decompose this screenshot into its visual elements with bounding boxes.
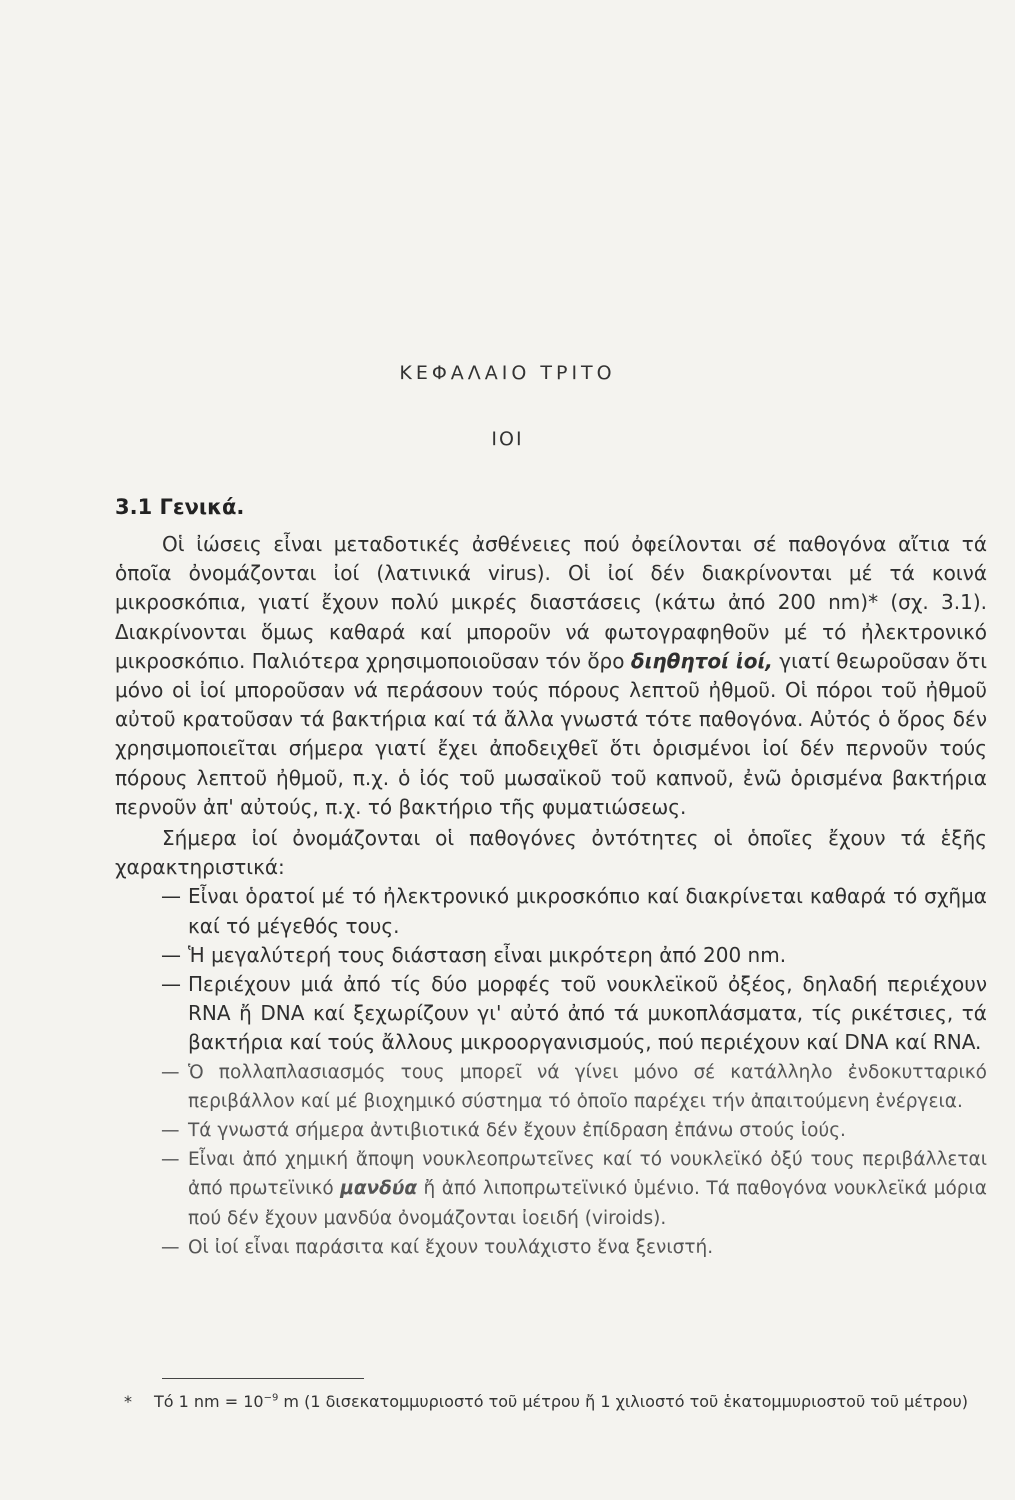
list-item-text: Εἶναι ὁρατοί μέ τό ἠλεκτρονικό μικροσκόπιο καί διακρίνεται καθαρά τό σχῆμα καί τό μέγεθός τους.: [188, 884, 987, 938]
list-item-text-cont: ἤ ἀπό λιποπρωτεϊνικό ὑμένιο. Τά παθογόνα νουκλεϊκά μόρια πού δέν ἔχουν μανδύα ὀνομάζονται ἰοειδή (viroids).: [188, 1178, 987, 1229]
list-item: [115, 882, 987, 940]
chapter-title: ΙΟΙ: [491, 428, 524, 450]
list-item-text: Οἱ ἰοί εἶναι παράσιτα καί ἔχουν τουλάχιστο ἕνα ξενιστή.: [188, 1236, 714, 1258]
list-item: [115, 941, 987, 970]
footnote-rule: [162, 1378, 364, 1379]
body-text: [115, 530, 987, 1262]
term-envelope: μανδύα: [340, 1178, 418, 1200]
chapter-label: ΚΕΦΑΛΑΙΟ ΤΡΙΤΟ: [399, 362, 616, 384]
list-item: [115, 970, 987, 1058]
dash-bullet: —: [161, 942, 181, 967]
term-filterable-viruses: διηθητοί ἰοί,: [630, 648, 773, 673]
list-item: [115, 1116, 987, 1145]
footnote-text-b: m (1 δισεκατομμυριοστό τοῦ μέτρου ἤ 1 χιλιοστό τοῦ ἑκατομμυριοστοῦ τοῦ μέτρου): [278, 1392, 968, 1411]
list-item-text: Εἶναι ἀπό χημική ἄποψη νουκλεοπρωτεῖνες καί τό νουκλεϊκό ὀξύ τους περιβάλλεται ἀπό πρωτεϊνικό: [188, 1149, 987, 1200]
footnote: [124, 1390, 994, 1414]
footnote-marker: *: [124, 1392, 132, 1411]
dash-bullet: —: [161, 1061, 180, 1083]
paragraph-1-rest: γιατί θεωροῦσαν ὅτι μόνο οἱ ἰοί μποροῦσαν νά περάσουν τούς πόρους λεπτοῦ ἠθμοῦ. Οἱ πόροι τοῦ ἠθμοῦ αὐτοῦ κρατοῦσαν τά βακτήρια καί τά ἄλλα γνωστά τότε παθογόνα. Αὐτός ὁ ὅρος δέν χρησιμοποιεῖται σήμερα γιατί ἔχει ἀποδειχθεῖ ὅτι ὁρισμένοι ἰοί δέν περνοῦν τούς πόρους λεπτοῦ ἠθμοῦ, π.χ. ὁ ἰός τοῦ μωσαϊκοῦ τοῦ καπνοῦ, ἐνῶ ὁρισμένα βακτήρια περνοῦν ἀπ' αὐτούς, π.χ. τό βακτήριο τῆς φυματιώσεως.: [115, 648, 987, 819]
dash-bullet: —: [161, 1149, 180, 1171]
footnote-exponent: −9: [263, 1392, 279, 1404]
list-item-text: Ἡ μεγαλύτερή τους διάσταση εἶναι μικρότερη ἀπό 200 nm.: [188, 942, 787, 967]
dash-bullet: —: [161, 972, 181, 997]
dash-bullet: —: [161, 1120, 180, 1142]
list-item: [115, 1233, 987, 1262]
list-item-text: Περιέχουν μιά ἀπό τίς δύο μορφές τοῦ νουκλεϊκοῦ ὀξέος, δηλαδή περιέχουν RNA ἤ DNA καί ξεχωρίζουν γι' αὐτό ἀπό τά μυκοπλάσματα, τίς ρικέτσιες, τά βακτήρια καί τούς ἄλλους μικροοργανισμούς, πού περιέχουν καί DNA καί RNA.: [188, 972, 987, 1055]
dash-bullet: —: [161, 884, 181, 909]
dash-bullet: —: [161, 1236, 180, 1258]
paragraph-1-text: Οἱ ἰώσεις εἶναι μεταδοτικές ἀσθένειες πού ὀφείλονται σέ παθογόνα αἴτια τά ὁποῖα ὀνομάζονται ἰοί (λατινικά virus). Οἱ ἰοί δέν διακρίνονται μέ τά κοινά μικροσκόπια, γιατί ἔχουν πολύ μικρές διαστάσεις (κάτω ἀπό 200 nm)* (σχ. 3.1). Διακρίνονται ὅμως καθαρά καί μποροῦν νά φωτογραφηθοῦν μέ τό ἠλεκτρονικό μικροσκόπιο. Παλιότερα χρησιμοποιοῦσαν τόν ὅρο: [115, 532, 987, 673]
list-item-text: Τά γνωστά σήμερα ἀντιβιοτικά δέν ἔχουν ἐπίδραση ἐπάνω στούς ἰούς.: [188, 1120, 846, 1142]
characteristics-list: [115, 882, 987, 1262]
list-item-text: Ὁ πολλαπλασιασμός τους μπορεῖ νά γίνει μόνο σέ κατάλληλο ἐνδοκυτταρικό περιβάλλον καί μέ βιοχημικό σύστημα τό ὁποῖο παρέχει τήν ἀπαιτούμενη ἐνέργεια.: [188, 1061, 987, 1112]
list-item: [115, 1145, 987, 1233]
section-heading: 3.1 Γενικά.: [115, 495, 245, 519]
footnote-text-a: Τό 1 nm = 10: [154, 1392, 264, 1411]
paragraph-1: [115, 530, 987, 822]
paragraph-2: Σήμερα ἰοί ὀνομάζονται οἱ παθογόνες ὀντότητες οἱ ὁποῖες ἔχουν τά ἑξῆς χαρακτηριστικά:: [115, 826, 987, 880]
list-item: [115, 1058, 987, 1116]
